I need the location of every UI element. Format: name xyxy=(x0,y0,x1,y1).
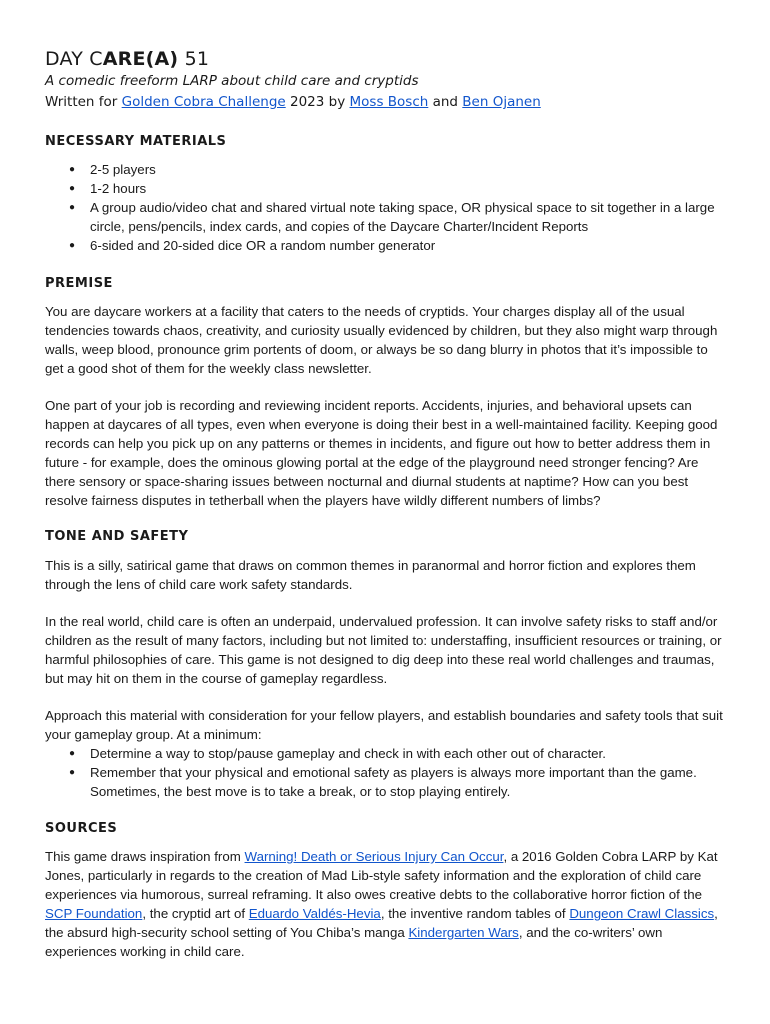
list-item: ● Remember that your physical and emotional safety as players is always more important than the game. Sometimes, the best move is to take a break, or to stop playing entirely. xyxy=(45,763,729,801)
moss-bosch-link[interactable]: Moss Bosch xyxy=(349,94,429,110)
dungeon-crawl-classics-link[interactable]: Dungeon Crawl Classics xyxy=(569,906,715,921)
tone-paragraph-1: This is a silly, satirical game that draws on common themes in paranormal and horror fiction and explores them through the lens of child care work safety standards. xyxy=(45,558,696,592)
tone-paragraph-2: In the real world, child care is often an underpaid, undervalued profession. It can involve safety risks to staff and/or children as the result of many factors, including but not limited to: understaffing, insufficient resources or training, or harmful philosophies of care. This game is not designed to dig deep into these real world challenges and traumas, but may hit on them in the course of gameplay regardless. xyxy=(45,614,722,686)
golden-cobra-link[interactable]: Golden Cobra Challenge xyxy=(121,94,286,110)
materials-list xyxy=(45,160,729,255)
list-item: ● 6-sided and 20-sided dice OR a random number generator xyxy=(45,236,729,255)
list-item: ● 1-2 hours xyxy=(45,179,729,198)
premise-heading: PREMISE xyxy=(45,276,113,291)
list-item: ● Determine a way to stop/pause gameplay and check in with each other out of character. xyxy=(45,744,729,763)
ben-ojanen-link[interactable]: Ben Ojanen xyxy=(462,94,541,110)
scp-foundation-link[interactable]: SCP Foundation xyxy=(45,906,143,921)
sources-heading: SOURCES xyxy=(45,821,118,836)
list-item: ● 2-5 players xyxy=(45,160,729,179)
premise-paragraph-1: You are daycare workers at a facility that caters to the needs of cryptids. Your charges display all of the usual tendencies towards chaos, creativity, and curiosity usually evidenced by children, but they also might warp through walls, weep blood, pronounce grim portents of doom, or always be so dang blurry in photos that it’s impossible to get a good shot of them for the weekly class newsletter. xyxy=(45,304,718,376)
kindergarten-wars-link[interactable]: Kindergarten Wars xyxy=(408,925,519,940)
warning-death-link[interactable]: Warning! Death or Serious Injury Can Occur xyxy=(244,849,504,864)
subtitle: A comedic freeform LARP about child care and cryptids xyxy=(45,73,419,89)
tone-paragraph-3: Approach this material with consideration for your fellow players, and establish boundaries and safety tools that suit your gameplay group. At a minimum: xyxy=(45,708,723,742)
tone-heading: TONE AND SAFETY xyxy=(45,529,189,544)
page-title: DAY CARE(A) 51 xyxy=(45,48,210,70)
list-item: ● A group audio/video chat and shared virtual note taking space, OR physical space to sit together in a large circle, pens/pencils, index cards, and copies of the Daycare Charter/Incident Reports xyxy=(45,198,729,236)
sources-paragraph: This game draws inspiration from Warning! Death or Serious Injury Can Occur, a 2016 Golden Cobra LARP by Kat Jones, particularly in regards to the creation of Mad Lib-style safety information and the exploration of child care experiences via humorous, surreal reframing. It also owes creative debts to the collaborative horror fiction of the SCP Foundation, the cryptid art of Eduardo Valdés-Hevia, the inventive random tables of Dungeon Crawl Classics, the absurd high-security school setting of You Chiba’s manga Kindergarten Wars, and the co-writers’ own experiences working in child care. xyxy=(45,849,718,959)
safety-list xyxy=(45,744,729,801)
premise-paragraph-2: One part of your job is recording and reviewing incident reports. Accidents, injuries, and behavioral upsets can happen at daycares of all types, even when everyone is doing their best in a well-maintained facility. Keeping good records can help you pick up on any patterns or themes in incidents, and figure out how to better address them in future - for example, does the ominous glowing portal at the edge of the playground need stronger fencing? Are there sensory or space-sharing issues between nocturnal and diurnal students at naptime? How can you best resolve fairness disputes in tetherball when the players have wildly different numbers of limbs? xyxy=(45,398,718,508)
materials-heading: NECESSARY MATERIALS xyxy=(45,134,227,149)
credit-line: Written for Golden Cobra Challenge 2023 by Moss Bosch and Ben Ojanen xyxy=(45,94,541,110)
eduardo-valdes-hevia-link[interactable]: Eduardo Valdés-Hevia xyxy=(248,906,381,921)
